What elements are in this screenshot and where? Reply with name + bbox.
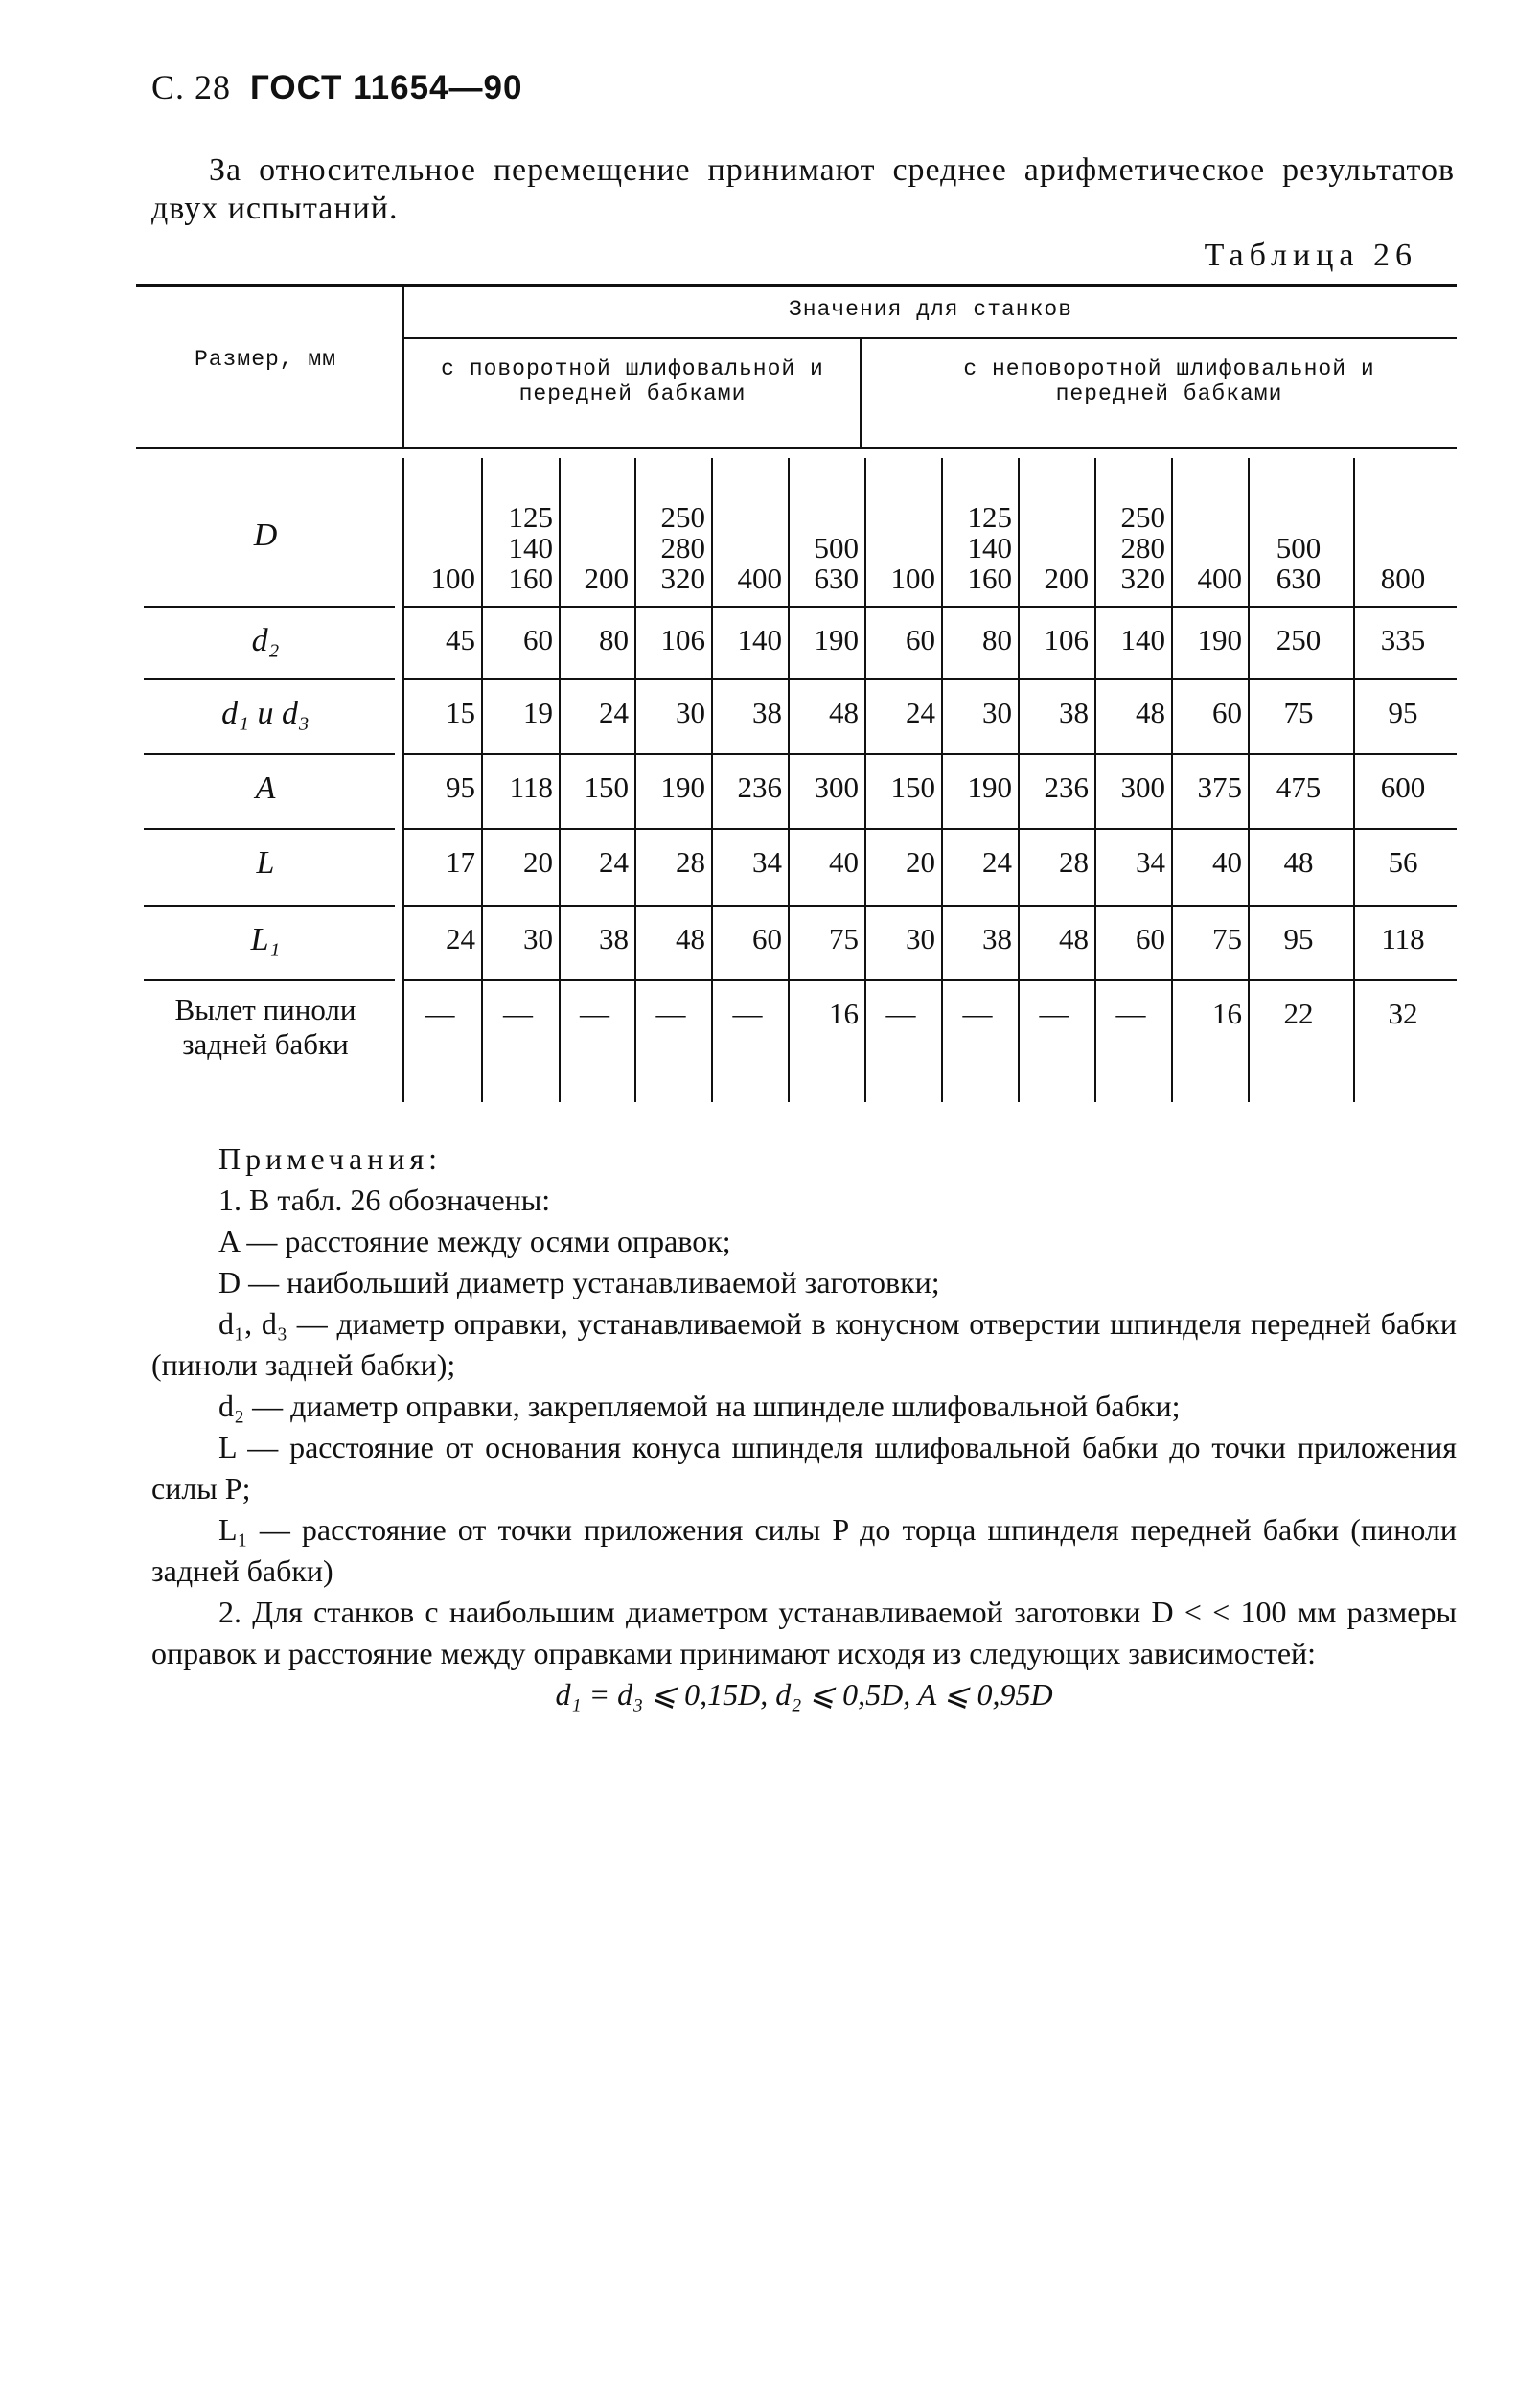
table-cell: 38 [599, 922, 629, 955]
table-cell: 34 [752, 845, 782, 879]
row-label: d₂ [251, 623, 280, 658]
table-cell: 48 [1136, 696, 1165, 729]
note-2: 2. Для станков с наибольшим диаметром устанавливаемой заготовки D < < 100 мм размеры оправок и расстояние между оправками принимают исходя из следующих зависимостей: [151, 1595, 1457, 1670]
table-cell: 106 [1044, 623, 1089, 656]
table-cell: 20 [906, 845, 935, 879]
table-cell: 30 [906, 922, 935, 955]
table-cell: 38 [752, 696, 782, 729]
d-value: 400 [1197, 562, 1242, 595]
table-cell: 75 [1283, 696, 1314, 729]
row-rule [402, 753, 1457, 755]
table-cell: — [1039, 997, 1069, 1030]
table-top-rule [136, 284, 1457, 287]
table-cell: 150 [890, 770, 935, 804]
table-cell: — [1115, 997, 1146, 1030]
row-label: L₁ [250, 922, 281, 957]
row-rule-label [144, 979, 395, 981]
table-cell: 24 [982, 845, 1012, 879]
table-cell: 56 [1388, 845, 1418, 879]
table-cell: 24 [599, 696, 629, 729]
table-cell: 19 [523, 696, 553, 729]
row-rule-label [144, 753, 395, 755]
table-cell: 30 [676, 696, 705, 729]
table-cell: 190 [967, 770, 1012, 804]
table-cell: 300 [1120, 770, 1165, 804]
table-cell: 30 [523, 922, 553, 955]
d-value: 200 [584, 562, 629, 595]
row-label: d₁ и d₃ [221, 696, 310, 731]
table-cell: 475 [1276, 770, 1322, 804]
table-cell: 600 [1380, 770, 1426, 804]
table-cell: 236 [737, 770, 782, 804]
subgroup-right-header: с неповоротной шлифовальной и передней бабками [963, 356, 1375, 406]
table-cell: 140 [737, 623, 782, 656]
table-cell: 40 [1212, 845, 1242, 879]
notes-title: Примечания: [218, 1141, 443, 1176]
d-value: 250 280 320 [660, 500, 705, 595]
table-cell: 106 [660, 623, 705, 656]
table-cell: 38 [1059, 696, 1089, 729]
header-bottom-rule [136, 447, 1457, 449]
row-rule [402, 828, 1457, 830]
table-cell: — [503, 997, 533, 1030]
row-label: Вылет пиноли задней бабки [174, 993, 356, 1061]
table-cell: 32 [1388, 997, 1418, 1030]
table-cell: 190 [1197, 623, 1242, 656]
row-rule [402, 606, 1457, 608]
table-cell: 60 [1136, 922, 1165, 955]
table-cell: 300 [814, 770, 859, 804]
row-rule [402, 979, 1457, 981]
d-value: 500 630 [814, 531, 859, 595]
row-rule [402, 678, 1457, 680]
table-cell: 48 [1059, 922, 1089, 955]
table-cell: 20 [523, 845, 553, 879]
table-cell: 48 [676, 922, 705, 955]
note-1: 1. В табл. 26 обозначены: [218, 1183, 551, 1217]
table-cell: 375 [1197, 770, 1242, 804]
size-col-header: Размер, мм [194, 347, 337, 372]
table-cell: 335 [1380, 623, 1426, 656]
d-value: 100 [430, 562, 475, 595]
d-value: 400 [737, 562, 782, 595]
def-d: D — наибольший диаметр устанавливаемой заготовки; [218, 1265, 940, 1299]
row-rule-label [144, 828, 395, 830]
row-rule [402, 905, 1457, 907]
page-number: С. 28 [151, 68, 232, 106]
table-cell: 22 [1283, 997, 1314, 1030]
table-cell: 45 [446, 623, 475, 656]
def-d1-d3: d₁, d₃ — диаметр оправки, устанавливаемой в конусном отверстии шпинделя передней бабки (пиноли задней бабки); [151, 1306, 1457, 1382]
group-header: Значения для станков [788, 297, 1073, 322]
table-cell: 24 [446, 922, 475, 955]
row-label-d: D [253, 517, 278, 553]
table-cell: 24 [906, 696, 935, 729]
page-header [151, 67, 522, 107]
row-label: A [255, 770, 276, 806]
table-cell: — [885, 997, 916, 1030]
d-value: 100 [890, 562, 935, 595]
subgroup-left-header: с поворотной шлифовальной и передней бабками [441, 356, 824, 406]
table-caption: Таблица 26 [1204, 238, 1417, 273]
subgroup-divider [860, 337, 862, 448]
def-d2: d₂ — диаметр оправки, закрепляемой на шпинделе шлифовальной бабки; [218, 1389, 1181, 1423]
table-cell: 15 [446, 696, 475, 729]
table-cell: 16 [829, 997, 859, 1030]
table-cell: 28 [1059, 845, 1089, 879]
table-cell: 24 [599, 845, 629, 879]
table-cell: 60 [752, 922, 782, 955]
row-rule-label [144, 606, 395, 608]
table-cell: — [655, 997, 686, 1030]
d-value: 250 280 320 [1120, 500, 1165, 595]
table-cell: 30 [982, 696, 1012, 729]
table-cell: 118 [509, 770, 553, 804]
table-cell: 150 [584, 770, 629, 804]
d-value: 125 140 160 [967, 500, 1012, 595]
d-value: 500 630 [1276, 531, 1322, 595]
table-cell: 140 [1120, 623, 1165, 656]
table-cell: 95 [1283, 922, 1314, 955]
table-cell: — [580, 997, 609, 1030]
table-cell: — [732, 997, 763, 1030]
table-cell: 48 [1283, 845, 1314, 879]
formula: d₁ = d₃ ⩽ 0,15D, d₂ ⩽ 0,5D, A ⩽ 0,95D [555, 1677, 1053, 1712]
table-cell: 75 [829, 922, 859, 955]
table-cell: 16 [1212, 997, 1242, 1030]
table-cell: 34 [1136, 845, 1165, 879]
table-cell: 95 [446, 770, 475, 804]
notes [151, 1138, 1457, 1715]
def-a: A — расстояние между осями оправок; [218, 1224, 731, 1258]
row-rule-label [144, 678, 395, 680]
table-cell: 250 [1276, 623, 1322, 656]
table-cell: 80 [982, 623, 1012, 656]
table-cell: 95 [1388, 696, 1418, 729]
table-cell: 190 [660, 770, 705, 804]
row-rule-label [144, 905, 395, 907]
table-cell: 190 [814, 623, 859, 656]
table-cell: 40 [829, 845, 859, 879]
table-cell: 38 [982, 922, 1012, 955]
table-cell: 60 [523, 623, 553, 656]
table-cell: 236 [1044, 770, 1089, 804]
table-cell: 48 [829, 696, 859, 729]
table-cell: 75 [1212, 922, 1242, 955]
table-cell: 118 [1381, 922, 1425, 955]
standard-code: ГОСТ 11654—90 [250, 69, 523, 106]
table-cell: — [962, 997, 993, 1030]
table-cell: 60 [906, 623, 935, 656]
group-divider [402, 337, 1457, 339]
d-value: 125 140 160 [508, 500, 553, 595]
d-value: 800 [1380, 562, 1426, 595]
d-value: 200 [1044, 562, 1089, 595]
table-cell: 28 [676, 845, 705, 879]
table-cell: 60 [1212, 696, 1242, 729]
table-cell: — [425, 997, 455, 1030]
def-l: L — расстояние от основания конуса шпинделя шлифовальной бабки до точки приложения силы P; [151, 1430, 1457, 1506]
def-l1: L₁ — расстояние от точки приложения силы P до торца шпинделя передней бабки (пиноли задней бабки) [151, 1512, 1457, 1588]
table-cell: 17 [446, 845, 475, 879]
table-cell: 80 [599, 623, 629, 656]
intro-paragraph: За относительное перемещение принимают среднее арифметическое результатов двух испытаний. [151, 152, 1455, 226]
row-label: L [256, 845, 275, 881]
